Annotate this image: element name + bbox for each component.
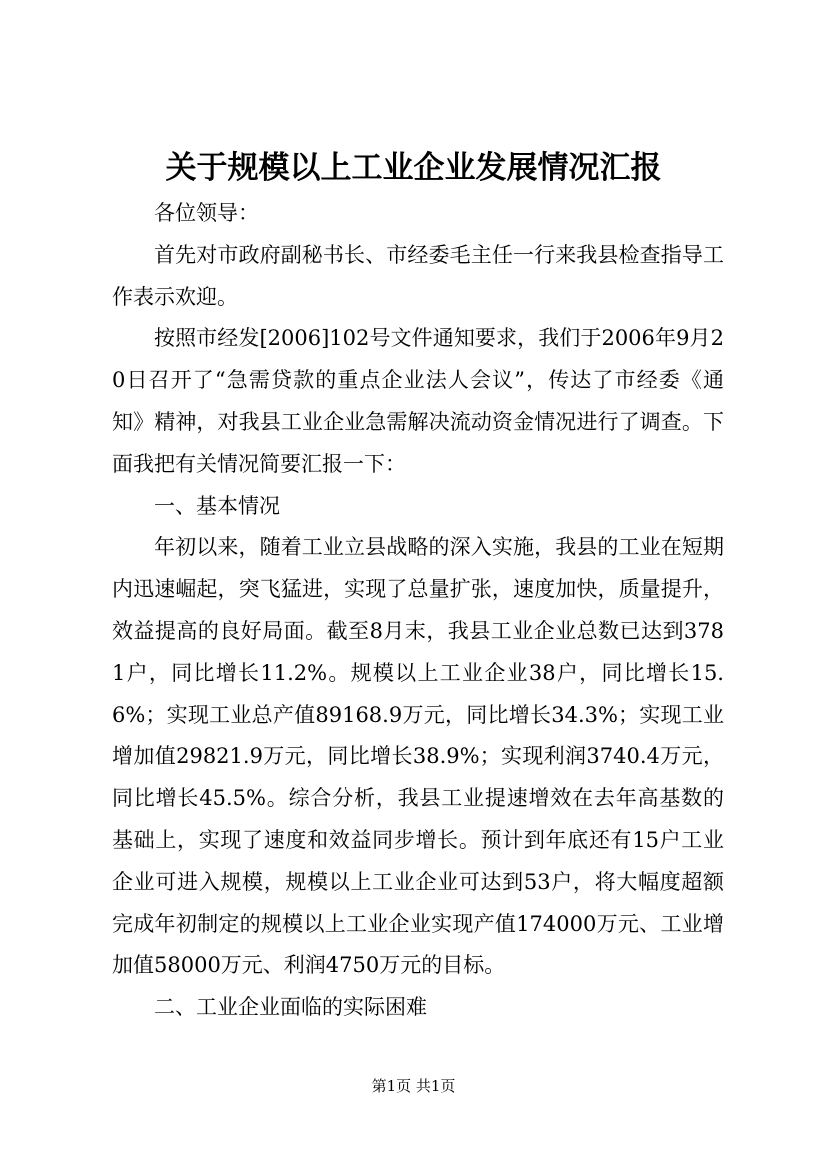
- section-heading-difficulties: 二、工业企业面临的实际困难: [154, 995, 427, 1020]
- page-number-footer: 第1页 共1页: [371, 1077, 456, 1095]
- document-title: 关于规模以上工业企业发展情况汇报: [165, 150, 662, 186]
- salutation-paragraph: 各位领导：: [154, 201, 259, 225]
- basic-situation-paragraph: 年初以来，随着工业立县战略的深入实施，我县的工业在短期内迅速崛起，突飞猛进，实现了总量扩张，速度加快，质量提升，效益提高的良好局面。截至8月末，我县工业企业总数已达到3781户，同比增长11.2%。规模以上工业企业38户，同比增长15.6%；实现工业总产值89168.9万元，同比增长34.3%；实现工业增加值29821.9万元，同比增长38.9%；实现利润3740.4万元，同比增长45.5%。综合分析，我县工业提速增效在去年高基数的基础上，实现了速度和效益同步增长。预计到年底还有15户工业企业可进入规模，规模以上工业企业可达到53户，将大幅度超额完成年初制定的规模以上工业企业实现产值174000万元、工业增加值58000万元、利润4750万元的目标。: [112, 535, 724, 978]
- meeting-paragraph: 按照市经发[2006]102号文件通知要求，我们于2006年9月20日召开了“急需贷款的重点企业法人会议”，传达了市经委《通知》精神，对我县工业企业急需解决流动资金情况进行了调查。下面我把有关情况简要汇报一下：: [112, 326, 724, 476]
- welcome-paragraph: 首先对市政府副秘书长、市经委毛主任一行来我县检查指导工作表示欢迎。: [112, 242, 724, 309]
- section-heading-basic: 一、基本情况: [154, 493, 280, 518]
- document-body: [112, 193, 724, 1029]
